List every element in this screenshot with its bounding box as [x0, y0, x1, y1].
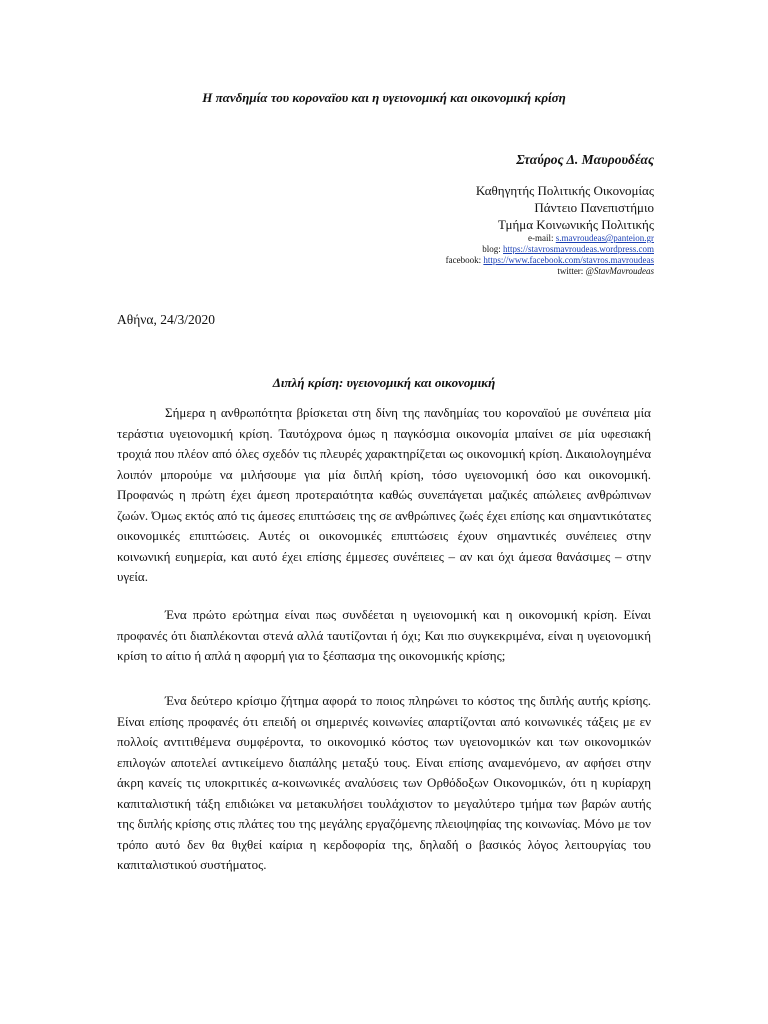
body-paragraph-3: Ένα δεύτερο κρίσιμο ζήτημα αφορά το ποιος πληρώνει το κόστος της διπλής αυτής κρίσης. Είναι επίσης προφανές ότι επειδή οι σημερινές κοινωνίες απαρτίζονται από κοινωνικές τάξεις με εν πολλοίς αντιτιθέμενα συμφέροντα, το οικονομικό κόστος των υγειονομικών και των οικονομικών επιλογών αποτελεί αντικείμενο διαπάλης μεταξύ τους. Είναι επίσης αναμενόμενο, αν αφήσει στην άκρη κανείς τις υποκριτικές α-κοινωνικές αναλύσεις των Ορθόδοξων Οικονομικών, ότι η κυρίαρχη καπιταλιστική τάξη επιδιώκει να μετακυλήσει τουλάχιστον το μεγαλύτερο τμήμα των βαρών αυτής της διπλής κρίσης στις πλάτες του της μεγάλης εργαζόμενης πλειοψηφίας της κοινωνίας. Μόνο με τον τρόπο αυτό δεν θα θιχθεί καίρια η κερδοφορία της, δηλαδή ο βασικός λόγος λειτουργίας του καπιταλιστικού συστήματος. — [117, 693, 651, 872]
body-paragraph-1: Σήμερα η ανθρωπότητα βρίσκεται στη δίνη της πανδημίας του κοροναϊού με συνέπεια μία τεράστια υγειονομική κρίση. Ταυτόχρονα όμως η παγκόσμια οικονομία μπαίνει σε μία υφεσιακή τροχιά που πλέον από όλες σχεδόν τις πλευρές χαρακτηρίζεται ως οικονομική κρίση. Δικαιολογημένα λοιπόν μπορούμε να μιλήσουμε για μία διπλή κρίση, τόσο υγειονομική όσο και οικονομική. Προφανώς η πρώτη έχει άμεση προτεραιότητα καθώς συνεπάγεται μαζικές απώλειες ανθρώπινων ζωών. Όμως εκτός από τις άμεσες επιπτώσεις της σε ανθρώπινες ζωές έχει επίσης και σημαντικότατες οικονομικές επιπτώσεις. Αυτές οι οικονομικές επιπτώσεις έχουν σημαντικές συνέπειες στην κοινωνική ευημερία, και αυτό έχει επίσης έμμεσες συνέπειες – αν και όχι άμεσα θανάσιμες – στην υγεία. — [117, 405, 651, 584]
affiliation-department: Τμήμα Κοινωνικής Πολιτικής — [498, 217, 654, 232]
blog-label: blog: — [482, 244, 504, 254]
contact-facebook — [446, 255, 654, 266]
contact-blog — [482, 244, 654, 255]
twitter-handle: @StavMavroudeas — [585, 266, 654, 276]
blog-link[interactable]: https://stavrosmavroudeas.wordpress.com — [503, 244, 654, 254]
affiliation-university: Πάντειο Πανεπιστήμιο — [534, 200, 654, 215]
email-label: e-mail: — [527, 233, 556, 243]
contact-twitter — [557, 266, 654, 277]
affiliation-position: Καθηγητής Πολιτικής Οικονομίας — [475, 183, 654, 198]
twitter-label: twitter: — [557, 266, 586, 276]
author-name: Σταύρος Δ. Μαυρουδέας — [516, 152, 654, 167]
body-paragraph-2: Ένα πρώτο ερώτημα είναι πως συνδέεται η υγειονομική και η οικονομική κρίση. Είναι προφανές ότι διαπλέκονται στενά αλλά ταυτίζονται ή όχι; Και πιο συγκεκριμένα, είναι η υγειονομική κρίση το αίτιο ή απλά η αφορμή για το ξέσπασμα της οικονομικής κρίσης; — [117, 607, 651, 663]
email-link[interactable]: s.mavroudeas@panteion.gr — [555, 233, 654, 243]
section-title: Διπλή κρίση: υγειονομική και οικονομική — [272, 375, 496, 390]
contact-email — [528, 233, 654, 244]
document-title: Η πανδημία του κοροναϊου και η υγειονομική και οικονομική κρίση — [202, 90, 566, 105]
facebook-link[interactable]: https://www.facebook.com/stavros.mavroudeas — [483, 255, 654, 265]
document-date: Αθήνα, 24/3/2020 — [117, 312, 215, 327]
facebook-label: facebook: — [445, 255, 484, 265]
